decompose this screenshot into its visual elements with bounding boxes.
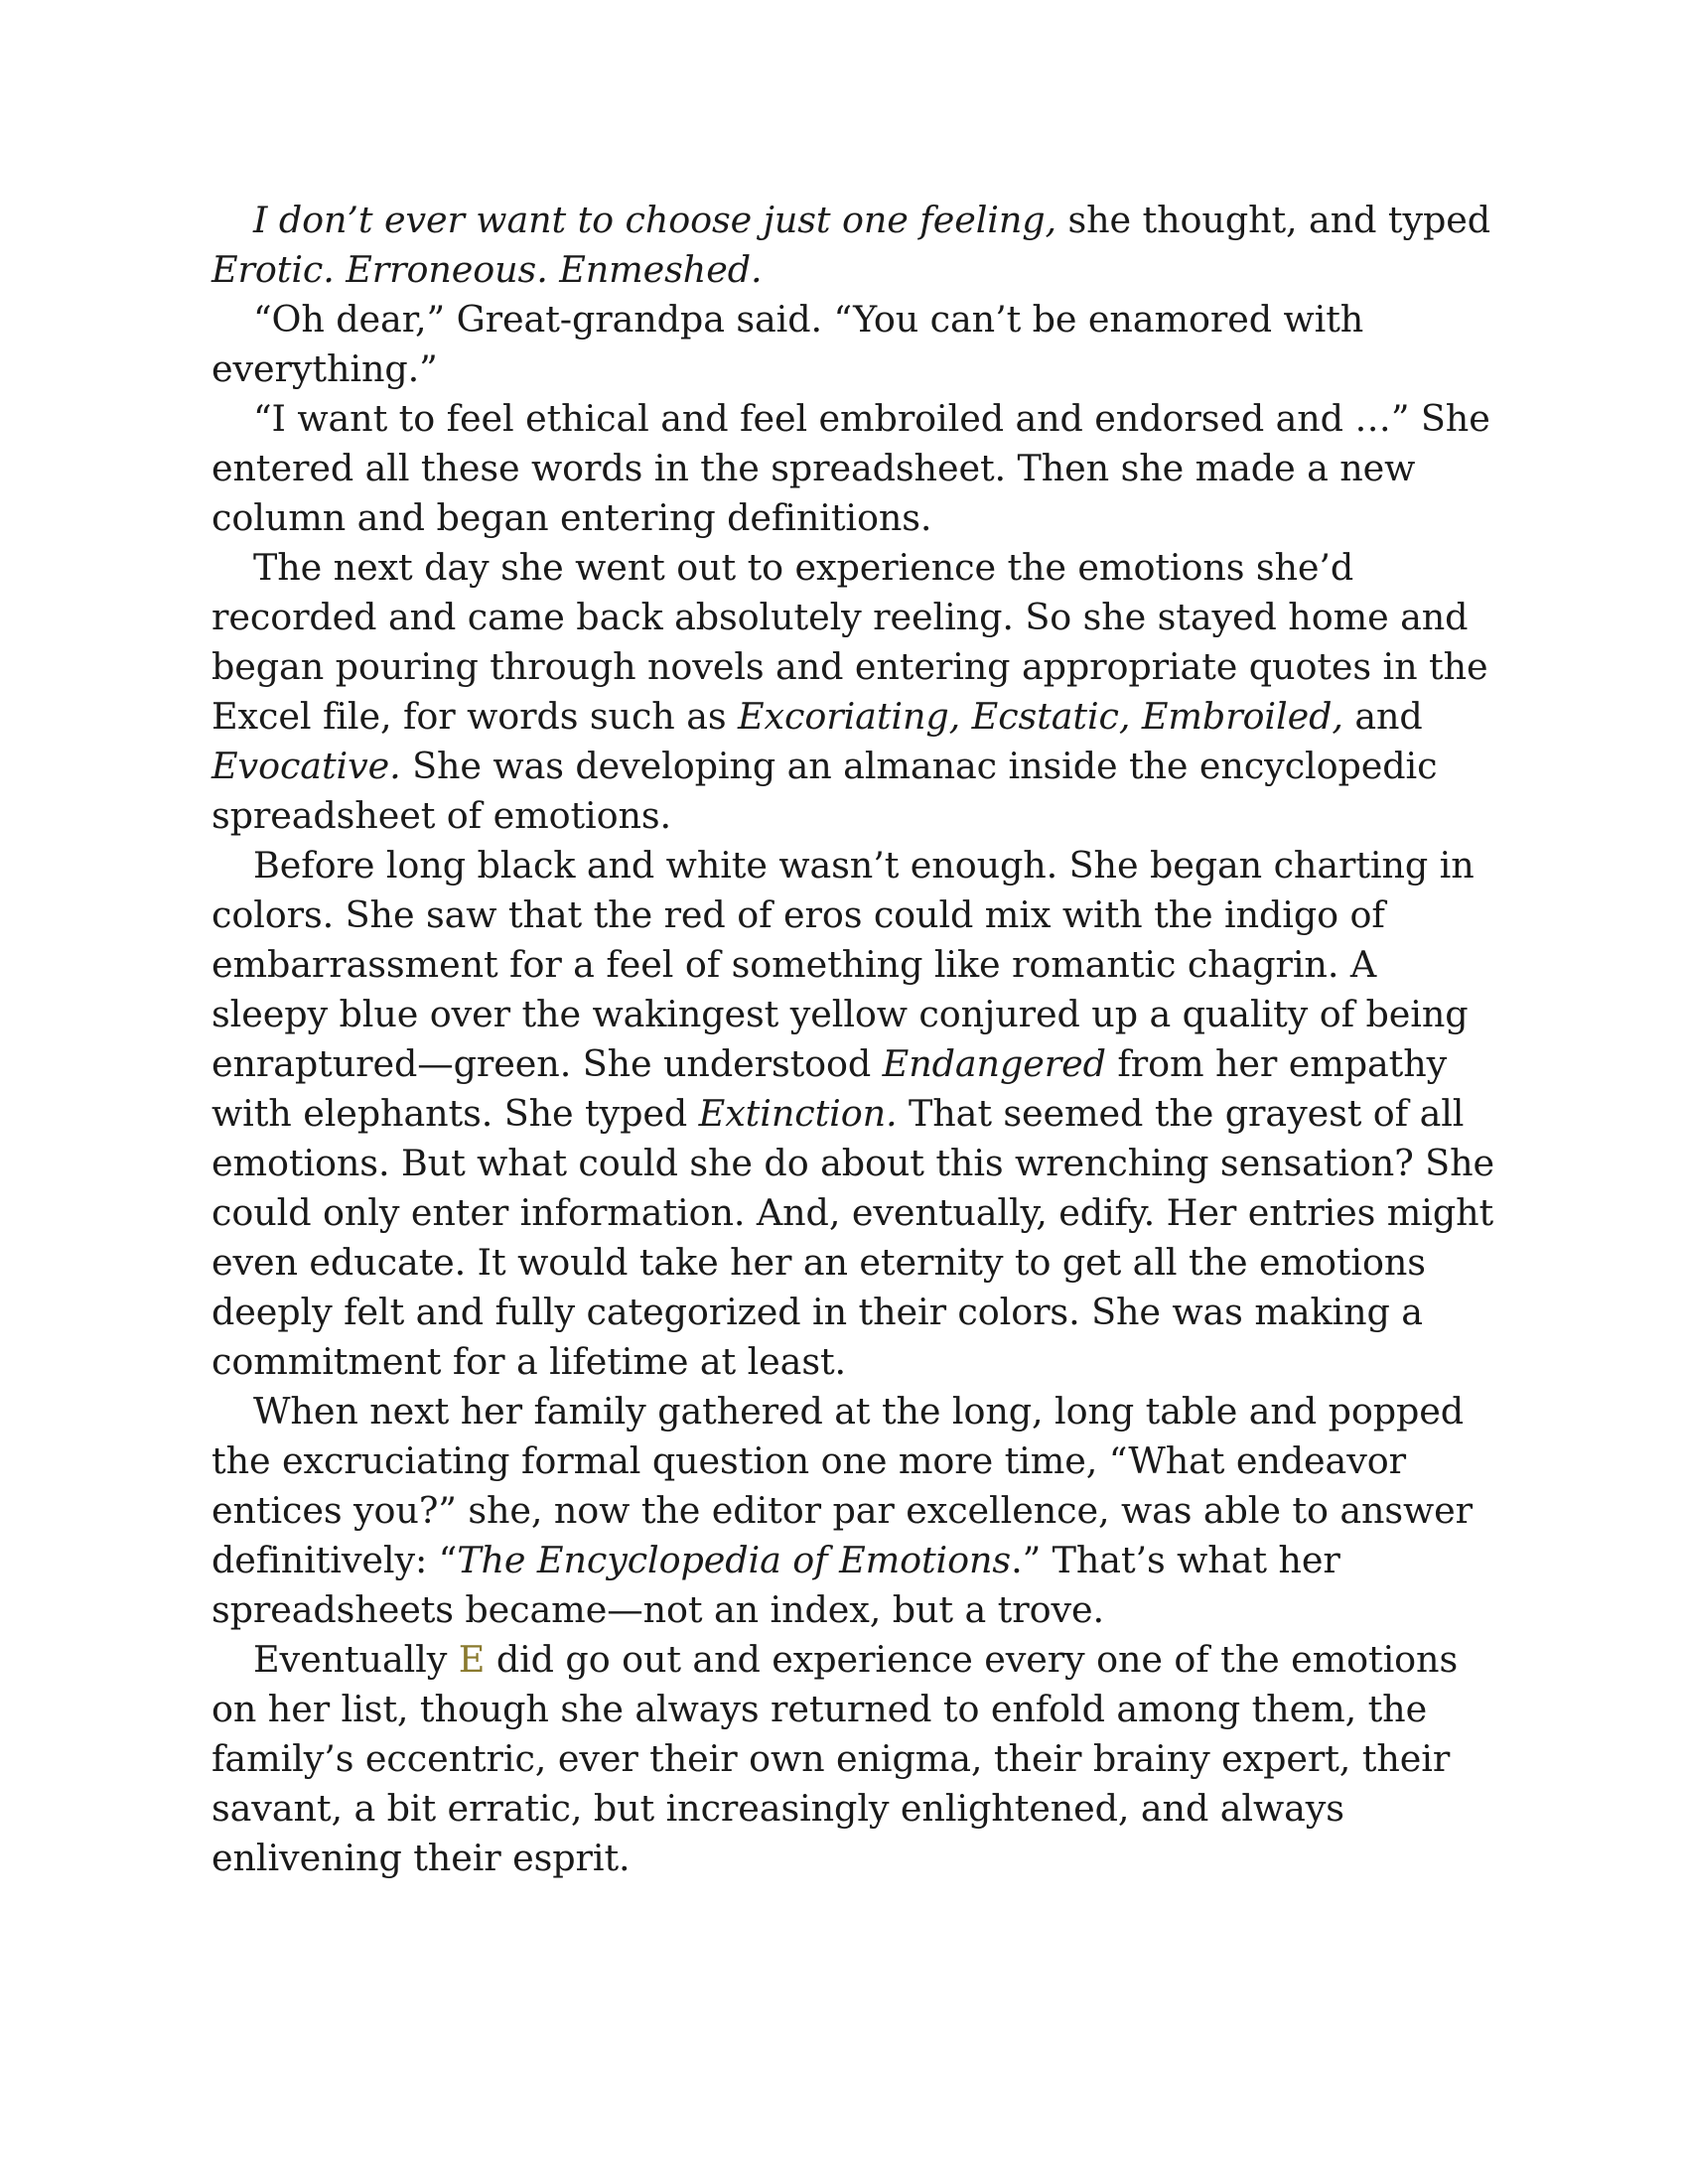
body-text: “Oh dear,” Great-grandpa said. “You can’t be enamored with everything.”	[211, 298, 1364, 390]
paragraph	[211, 1387, 1502, 1635]
paragraph	[211, 196, 1502, 295]
body-text: she thought, and typed	[1056, 199, 1491, 241]
body-text: Eventually	[253, 1638, 459, 1681]
italic-text: Excoriating, Ecstatic, Embroiled,	[738, 695, 1343, 738]
body-text: “I want to feel ethical and feel embroiled and endorsed and …” She entered all these words in the spreadsheet. Then she made a new column and began entering definitions.	[211, 397, 1490, 539]
body-text: That seemed the grayest of all emotions. But what could she do about this wrenching sensation? She could only enter information. And, eventually, edify. Her entries might even educate. It would take her an eternity to get all the emotions deeply felt and fully categorized in their colors. She was making a commitment for a lifetime at least.	[211, 1092, 1494, 1383]
body-text: She was developing an almanac inside the encyclopedic spreadsheet of emotions.	[211, 745, 1438, 837]
body-text: Before long black and white wasn’t enough. She began charting in colors. She saw that the red of eros could mix with the indigo of embarrassment for a feel of something like romantic chagrin. A sleepy blue over the wakingest yellow conjured up a quality of being enraptured—green. She understood	[211, 844, 1475, 1085]
body-text: The next day she went out to experience the emotions she’d recorded and came back absolutely reeling. So she stayed home and began pouring through novels and entering appropriate quotes in the Excel file, for words such as	[211, 546, 1488, 738]
story-text	[211, 196, 1502, 1883]
body-text: .” That’s what her spreadsheets became—not an index, but a trove.	[211, 1539, 1340, 1631]
body-text: and	[1342, 695, 1423, 738]
body-text: from her empathy with elephants. She typed	[211, 1042, 1448, 1135]
paragraph	[211, 543, 1502, 841]
paragraph	[211, 295, 1502, 394]
paragraph	[211, 394, 1502, 543]
highlighted-initial: E	[458, 1638, 486, 1681]
body-text: did go out and experience every one of the emotions on her list, though she always returned to enfold among them, the family’s eccentric, ever their own enigma, their brainy expert, their savant, a bit erratic, but increasingly enlightened, and always enlivening their esprit.	[211, 1638, 1459, 1879]
italic-text: Erotic. Erroneous. Enmeshed.	[211, 248, 763, 291]
italic-text: Evocative.	[211, 745, 401, 787]
paragraph	[211, 841, 1502, 1387]
paragraph	[211, 1635, 1502, 1883]
italic-text: The Encyclopedia of Emotions	[457, 1539, 1012, 1581]
italic-text: Endangered	[882, 1042, 1106, 1085]
body-text: When next her family gathered at the long, long table and popped the excruciating formal question one more time, “What endeavor entices you?” she, now the editor par excellence, was able to answer definitively: “	[211, 1390, 1474, 1581]
italic-text: I don’t ever want to choose just one feeling,	[253, 199, 1057, 241]
italic-text: Extinction.	[698, 1092, 898, 1135]
